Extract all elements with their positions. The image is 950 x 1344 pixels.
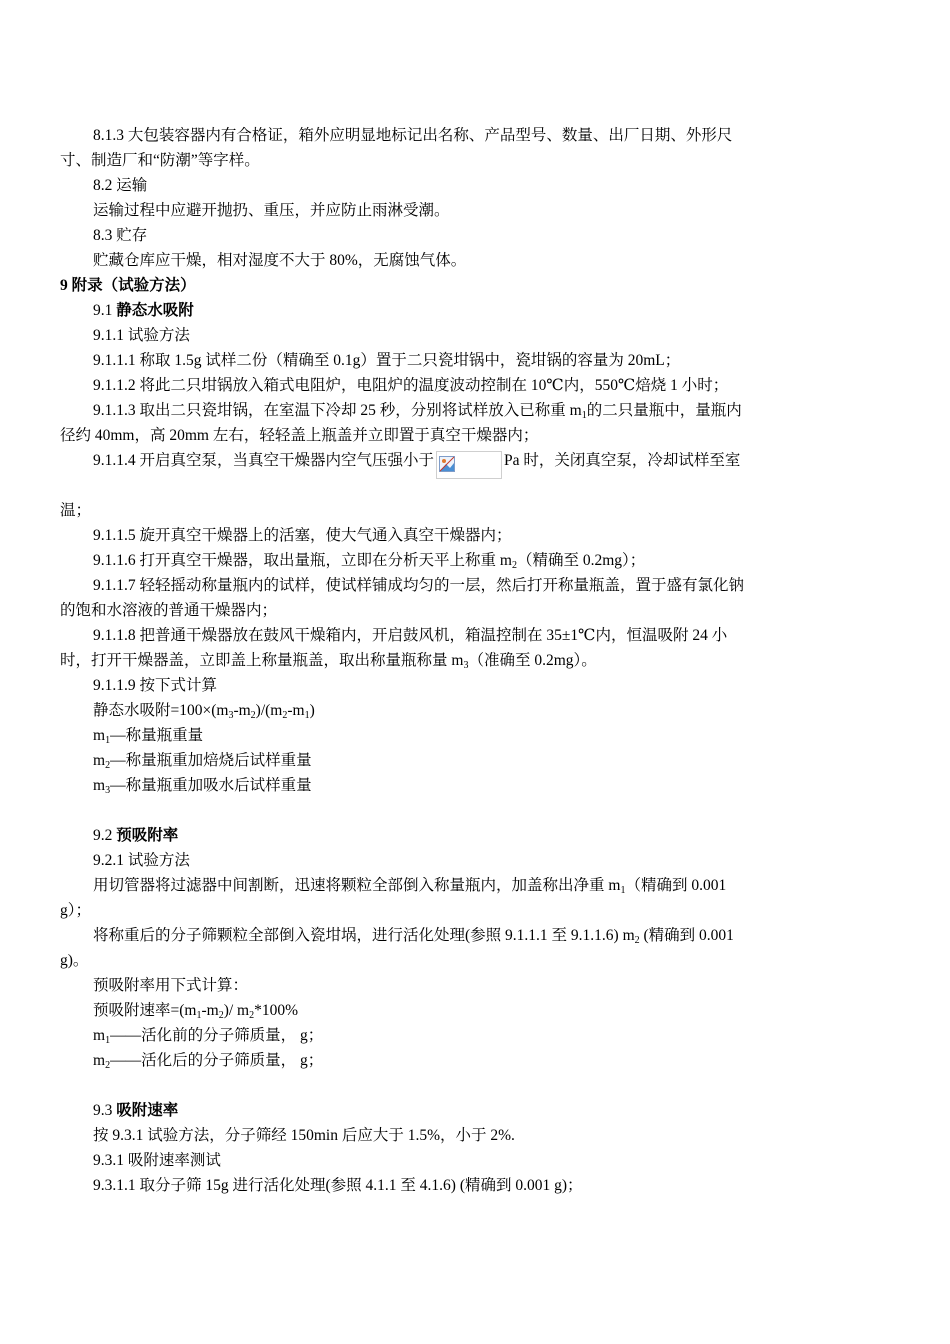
- formula-static-water: 静态水吸附$=100\times(m_3-m_2)/(m_2-m_1)$: [93, 702, 315, 721]
- step-9-1-1-9: 9.1.1.9 按下式计算: [93, 677, 218, 694]
- para-cut-filter-line2: g）；: [60, 902, 92, 919]
- step-9-1-1-1: 9.1.1.1 称取 1.5g 试样二份（精确至 0.1g）置于二只瓷坩锅中，瓷坩锅的容量为 20mL；: [93, 352, 681, 369]
- step-9-1-1-2: 9.1.1.2 将此二只坩锅放入箱式电阻炉，电阻炉的温度波动控制在 10℃内，550℃焙烧 1 小时；: [93, 377, 729, 394]
- broken-image-glyph: [439, 456, 455, 472]
- broken-image-icon: [436, 451, 502, 479]
- step-9-1-1-7-line2: 的饱和水溶液的普通干燥器内；: [60, 602, 278, 619]
- definition-m2: $m_2—$称量瓶重加焙烧后试样重量: [93, 752, 312, 771]
- step-9-1-1-8-line2: 时，打开干燥器盖，立即盖上称量瓶盖，取出称量瓶称量 $m_3$（准确至 0.2mg）。: [60, 652, 597, 671]
- heading-8-3: 8.3 贮存: [93, 227, 148, 244]
- para-preadsorption-calc: 预吸附率用下式计算：: [93, 977, 249, 994]
- step-9-1-1-4-line2: 温；: [60, 502, 92, 519]
- step-9-1-1-5: 9.1.1.5 旋开真空干燥器上的活塞，使大气通入真空干燥器内；: [93, 527, 512, 544]
- heading-8-2: 8.2 运输: [93, 177, 148, 194]
- step-9-1-1-7-line1: 9.1.1.7 轻轻摇动称量瓶内的试样，使试样铺成均匀的一层，然后打开称量瓶盖，置于盛有氯化钠: [93, 577, 745, 594]
- heading-9-3-1: 9.3.1 吸附速率测试: [93, 1152, 221, 1169]
- heading-9-2: 9.2 预吸附率: [93, 827, 179, 844]
- para-cut-filter-line1: 用切管器将过滤器中间割断，迅速将颗粒全部倒入称量瓶内，加盖称出净重 $m_1$（精确到 0.001: [93, 877, 727, 896]
- heading-9-3: 9.3 吸附速率: [93, 1102, 179, 1119]
- heading-9-1: 9.1 静态水吸附: [93, 302, 194, 319]
- para-adsorption-rate: 按 9.3.1 试验方法，分子筛经 150min 后应大于 1.5%，小于 2%.: [93, 1127, 515, 1144]
- step-9-1-1-3-line1: 9.1.1.3 取出二只瓷坩锅，在室温下冷却 25 秒，分别将试样放入已称重 $m_1$的二只量瓶中，量瓶内: [93, 402, 742, 421]
- formula-preadsorption: 预吸附速率$=(m_1-m_2)/$ $m_2*100\%$: [93, 1002, 299, 1021]
- step-9-1-1-8-line1: 9.1.1.8 把普通干燥器放在鼓风干燥箱内，开启鼓风机，箱温控制在 35±1℃内，恒温吸附 24 小: [93, 627, 728, 644]
- definition-m2-mass: $m_2——$活化后的分子筛质量， g；: [93, 1052, 324, 1071]
- para-activation-line2: g)。: [60, 952, 89, 969]
- step-9-3-1-1: 9.3.1.1 取分子筛 15g 进行活化处理(参照 4.1.1 至 4.1.6) (精确到 0.001 g)；: [93, 1177, 583, 1194]
- para-8-1-3-line2: 寸、制造厂和“防潮”等字样。: [60, 152, 260, 169]
- heading-9-appendix: 9 附录（试验方法）: [60, 277, 196, 294]
- para-transport: 运输过程中应避开抛扔、重压，并应防止雨淋受潮。: [93, 202, 450, 219]
- step-9-1-1-3-line2: 径约 40mm，高 20mm 左右，轻轻盖上瓶盖并立即置于真空干燥器内；: [60, 427, 539, 444]
- definition-m3: $m_3—$称量瓶重加吸水后试样重量: [93, 777, 312, 796]
- definition-m1-mass: $m_1——$活化前的分子筛质量， g；: [93, 1027, 324, 1046]
- heading-9-2-1: 9.2.1 试验方法: [93, 852, 190, 869]
- para-storage: 贮藏仓库应干燥，相对湿度不大于 80%，无腐蚀气体。: [93, 252, 467, 269]
- heading-9-1-1: 9.1.1 试验方法: [93, 327, 190, 344]
- definition-m1: $m_1—$称量瓶重量: [93, 727, 204, 746]
- para-8-1-3-line1: 8.1.3 大包装容器内有合格证，箱外应明显地标记出名称、产品型号、数量、出厂日期、外形尺: [93, 127, 733, 144]
- step-9-1-1-6: 9.1.1.6 打开真空干燥器，取出量瓶，立即在分析天平上称重 $m_2$（精确至 0.2mg）；: [93, 552, 646, 571]
- para-activation-line1: 将称重后的分子筛颗粒全部倒入瓷坩埚，进行活化处理(参照 9.1.1.1 至 9.1.1.6) $m_2$ (精确到 0.001: [93, 927, 734, 946]
- step-9-1-1-4-line1: 9.1.1.4 开启真空泵，当真空干燥器内空气压强小于 Pa 时，关闭真空泵，冷却试样至室: [93, 451, 740, 479]
